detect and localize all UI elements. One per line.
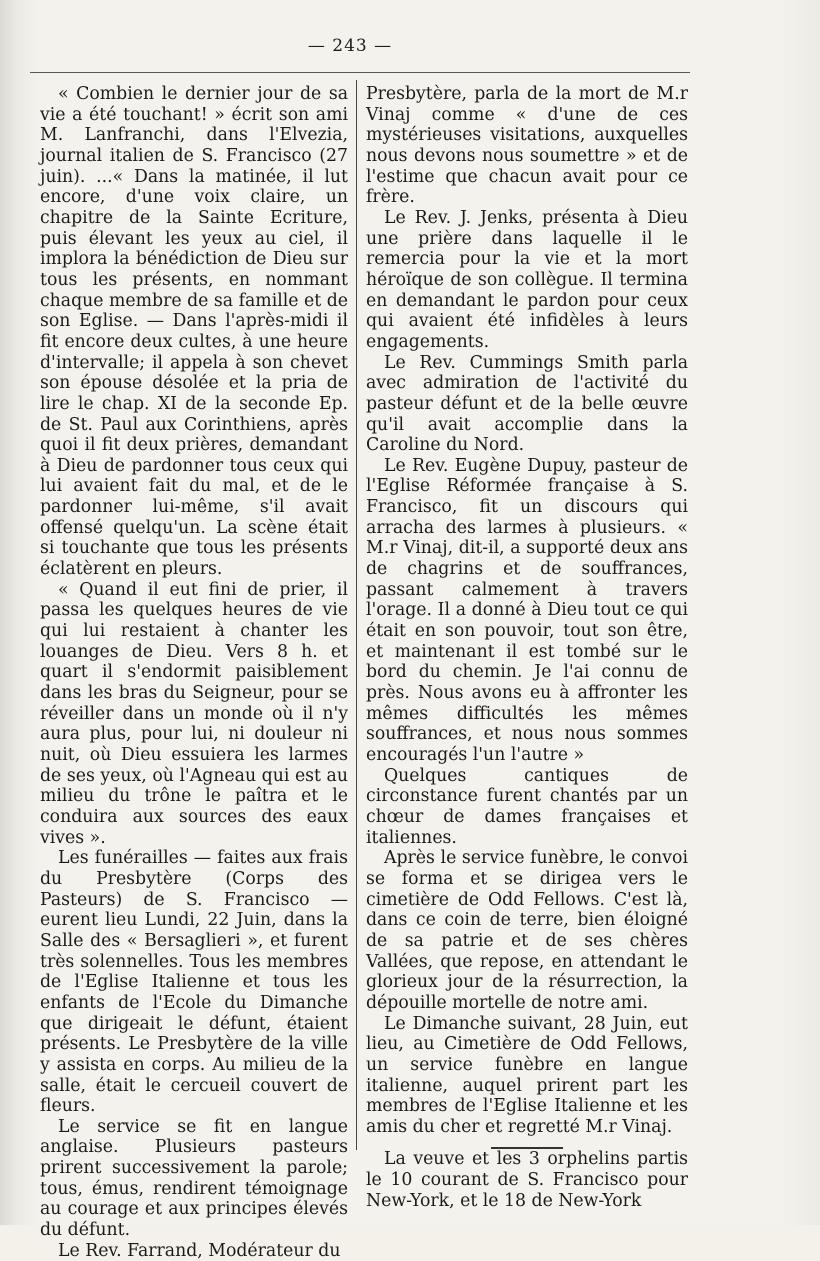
page-number: — 243 — bbox=[307, 36, 393, 56]
paragraph: Après le service funèbre, le convoi se forma et se dirigea vers le cimetière de Odd Fellows. C'est là, dans ce coin de terre, bien éloigné de sa patrie et de ses chères Vallées, que repose, en attendant le glorieux jour de la résurrection, la dépouille mortelle de notre ami. bbox=[366, 848, 688, 1013]
right-column bbox=[366, 84, 688, 1211]
paragraph: « Combien le dernier jour de sa vie a été touchant! » écrit son ami M. Lanfranchi, dans l'Elvezia, journal italien de S. Francisco (27 juin). ...« Dans la matinée, il lut encore, d'une voix claire, un chapitre de la Sainte Ecriture, puis élevant les yeux au ciel, il implora la bénédiction de Dieu sur tous les présents, en nommant chaque membre de sa famille et de son Eglise. — Dans l'après-midi il fit encore deux cultes, à une heure d'intervalle; il appela à son chevet son épouse désolée et la pria de lire le chap. XI de la seconde Ep. de St. Paul aux Corinthiens, après quoi il fit deux prières, demandant à Dieu de pardonner tous ceux qui lui avaient fait du mal, et de le pardonner lui-même, s'il avait offensé quelqu'un. La scène était si touchante que tous les présents éclatèrent en pleurs. bbox=[40, 84, 348, 580]
paragraph: Le Rev. Farrand, Modérateur du bbox=[58, 1240, 341, 1261]
paragraph: « Quand il eut fini de prier, il passa les quelques heures de vie qui lui restaient à chanter les louanges de Dieu. Vers 8 h. et quart il s'endormit paisiblement dans les bras du Seigneur, pour se réveiller dans un monde où il n'y aura plus, pour lui, ni douleur ni nuit, où Dieu essuiera les larmes de ses yeux, où l'Agneau qui est au milieu du trône le paîtra et le conduira aux sources des eaux vives ». bbox=[40, 579, 348, 848]
paragraph: Le Rev. Eugène Dupuy, pasteur de l'Eglise Réformée française à S. Francisco, fit un discours qui arracha des larmes à plusieurs. « M.r Vinaj, dit-il, a supporté deux ans de chagrins et de souffrances, passant calmement à travers l'orage. Il a donné à Dieu tout ce qui était en son pouvoir, tout son être, et maintenant il est tombé sur le bord du chemin. Je l'ai connu de près. Nous avons eu à affronter les mêmes difficultés les mêmes souffrances, et nous nous sommes encouragés l'un l'autre » bbox=[366, 455, 688, 765]
paragraph-continuation: Presbytère, parla de la mort de M.r Vinaj comme « d'une de ces mystérieuses visitations, auxquelles nous devons nous soumettre » et de l'estime que chacun avait pour ce frère. bbox=[366, 84, 688, 208]
paragraph: Le service se fit en langue anglaise. Plusieurs pasteurs prirent successivement la parole; tous, émus, rendirent témoignage au courage et aux principes élevés du défunt. bbox=[40, 1116, 348, 1241]
paragraph: Les funérailles — faites aux frais du Presbytère (Corps des Pasteurs) de S. Francisco — eurent lieu Lundi, 22 Juin, dans la Salle des « Bersaglieri », et furent très solennelles. Tous les membres de l'Eglise Italienne et tous les enfants de l'Ecole du Dimanche que dirigeait le défunt, étaient présents. Le Presbytère de la ville y assista en corps. Au milieu de la salle, était le cercueil couvert de fleurs. bbox=[40, 848, 348, 1117]
paragraph: La veuve et les 3 orphelins partis le 10 courant de S. Francisco pour New-York, et le 18 de New-York bbox=[366, 1149, 688, 1211]
paragraph: Le Rev. J. Jenks, présenta à Dieu une prière dans laquelle il le remercia pour la vie et la mort héroïque de son collègue. Il termina en demandant le pardon pour ceux qui avaient été infidèles à leurs engagements. bbox=[366, 207, 688, 352]
left-column bbox=[40, 84, 348, 1261]
header-rule bbox=[30, 72, 690, 73]
paragraph: Le Rev. Cummings Smith parla avec admiration de l'activité du pasteur défunt et de la belle œuvre qu'il avait accomplie dans la Caroline du Nord. bbox=[366, 352, 688, 456]
column-divider bbox=[356, 80, 357, 1150]
paragraph: Le Dimanche suivant, 28 Juin, eut lieu, au Cimetière de Odd Fellows, un service funèbre en langue italienne, auquel prirent part les membres de l'Eglise Italienne et les amis du cher et regretté M.r Vinaj. bbox=[366, 1013, 688, 1137]
paragraph: Quelques cantiques de circonstance furent chantés par un chœur de dames françaises et italiennes. bbox=[366, 765, 688, 848]
